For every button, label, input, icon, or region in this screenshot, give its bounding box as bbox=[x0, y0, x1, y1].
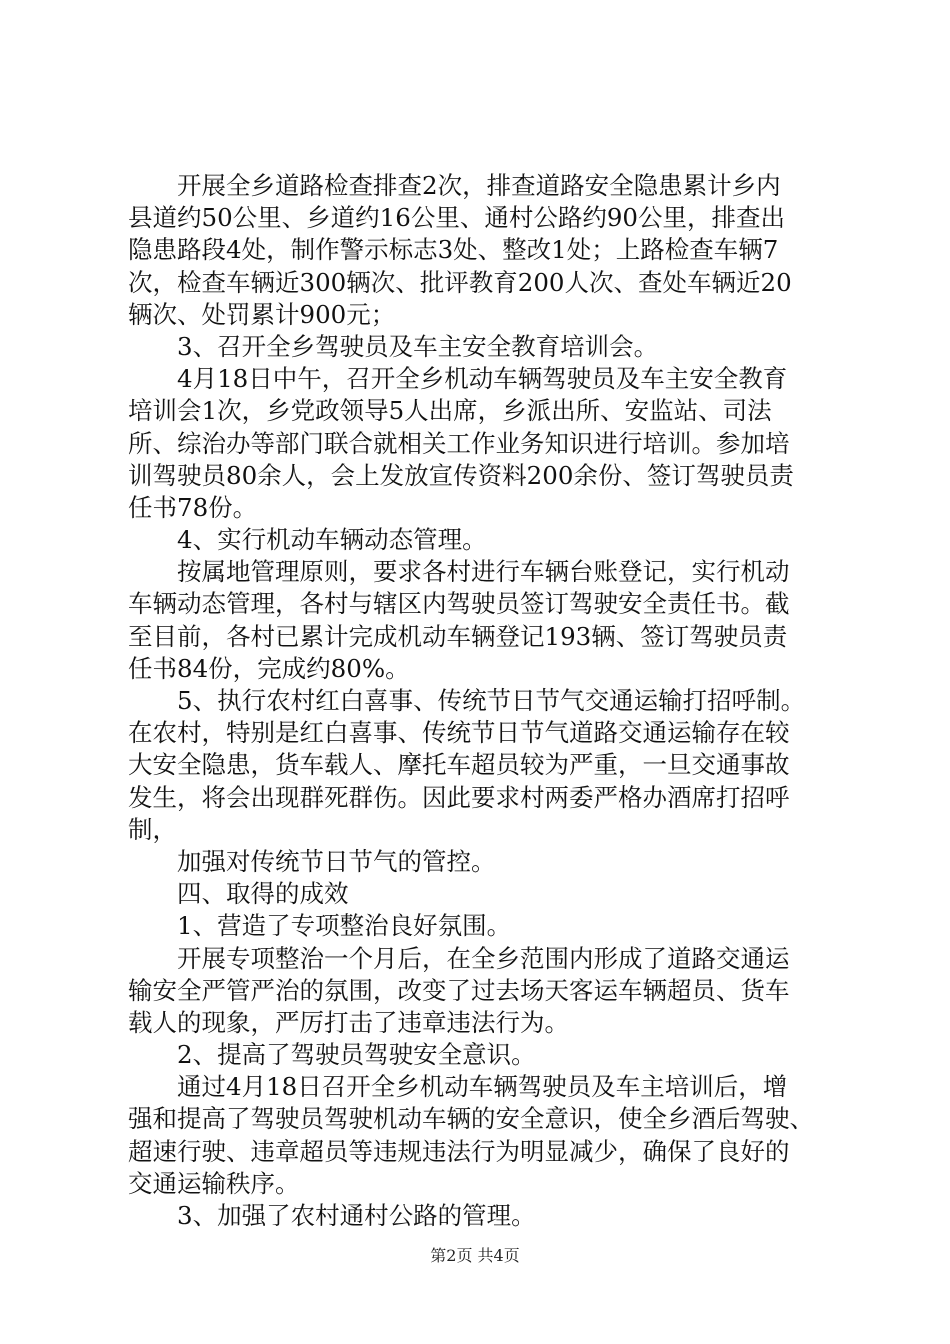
text-line: 3、加强了农村通村公路的管理。 bbox=[128, 1201, 536, 1230]
text-line: 县道约50公里、乡道约16公里、通村公路约90公里，排查出 bbox=[128, 203, 786, 233]
text-line: 隐患路段4处，制作警示标志3处、整改1处；上路检查车辆7 bbox=[128, 235, 779, 265]
document-body bbox=[128, 170, 833, 1232]
text-line: 任书84份，完成约80%。 bbox=[128, 653, 410, 683]
text-line: 次，检查车辆近300辆次、批评教育200人次、查处车辆近20 bbox=[128, 267, 792, 297]
text-line: 制， bbox=[128, 814, 177, 844]
text-line: 发生，将会出现群死群伤。因此要求村两委严格办酒席打招呼 bbox=[128, 782, 790, 812]
text-line: 在农村，特别是红白喜事、传统节日节气道路交通运输存在较 bbox=[128, 718, 790, 748]
text-line: 至目前，各村已累计完成机动车辆登记193辆、签订驾驶员责 bbox=[128, 621, 788, 651]
text-line: 加强对传统节日节气的管控。 bbox=[128, 846, 496, 876]
text-line: 3、召开全乡驾驶员及车主安全教育培训会。 bbox=[128, 331, 659, 361]
text-line: 1、营造了专项整治良好氛围。 bbox=[128, 911, 512, 941]
text-line: 5、执行农村红白喜事、传统节日节气交通运输打招呼制。 bbox=[128, 686, 806, 715]
text-line: 车辆动态管理，各村与辖区内驾驶员签订驾驶安全责任书。截 bbox=[128, 589, 790, 619]
text-line: 强和提高了驾驶员驾驶机动车辆的安全意识，使全乡酒后驾驶、 bbox=[128, 1104, 814, 1134]
text-line: 培训会1次，乡党政领导5人出席，乡派出所、安监站、司法 bbox=[128, 396, 772, 426]
text-line: 交通运输秩序。 bbox=[128, 1168, 300, 1198]
text-line: 通过4月18日召开全乡机动车辆驾驶员及车主培训后，增 bbox=[128, 1072, 788, 1102]
text-line: 按属地管理原则，要求各村进行车辆台账登记，实行机动 bbox=[128, 557, 790, 587]
text-line: 载人的现象，严厉打击了违章违法行为。 bbox=[128, 1007, 569, 1037]
text-line: 辆次、处罚累计900元； bbox=[128, 299, 396, 329]
text-line: 四、取得的成效 bbox=[128, 879, 349, 909]
text-line: 超速行驶、违章超员等违规违法行为明显减少，确保了良好的 bbox=[128, 1136, 790, 1166]
text-line: 开展全乡道路检查排查2次，排查道路安全隐患累计乡内 bbox=[128, 171, 781, 200]
text-line: 4、实行机动车辆动态管理。 bbox=[128, 525, 487, 555]
text-line: 输安全严管严治的氛围，改变了过去场天客运车辆超员、货车 bbox=[128, 975, 790, 1005]
text-line: 所、综治办等部门联合就相关工作业务知识进行培训。参加培 bbox=[128, 428, 790, 458]
text-line: 2、提高了驾驶员驾驶安全意识。 bbox=[128, 1040, 536, 1070]
text-line: 任书78份。 bbox=[128, 492, 258, 522]
text-line: 开展专项整治一个月后，在全乡范围内形成了道路交通运 bbox=[128, 943, 790, 973]
page-number-footer: 第2页 共4页 bbox=[430, 1246, 520, 1265]
text-line: 大安全隐患，货车载人、摩托车超员较为严重，一旦交通事故 bbox=[128, 750, 790, 780]
text-line: 4月18日中午，召开全乡机动车辆驾驶员及车主安全教育 bbox=[128, 364, 788, 394]
text-line: 训驾驶员80余人，会上发放宣传资料200余份、签订驾驶员责 bbox=[128, 460, 794, 490]
